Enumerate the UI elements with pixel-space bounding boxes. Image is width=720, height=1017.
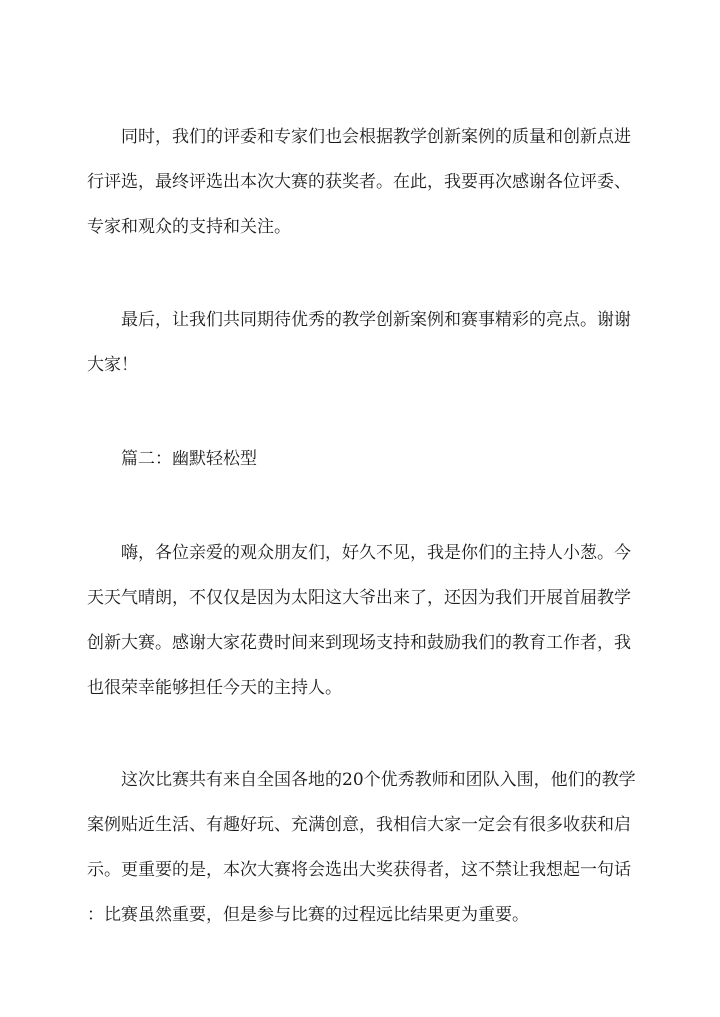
paragraph-judging xyxy=(87,115,635,250)
section-heading xyxy=(87,437,635,482)
text-line: 也很荣幸能够担任今天的主持人。 xyxy=(87,678,342,698)
text-line: 创新大赛。感谢大家花费时间来到现场支持和鼓励我们的教育工作者，我 xyxy=(87,633,631,653)
heading-text: 篇二：幽默轻松型 xyxy=(121,449,257,469)
paragraph-closing xyxy=(87,298,635,388)
text-line: 专家和观众的支持和关注。 xyxy=(87,217,291,237)
text-line: 行评选，最终评选出本次大赛的获奖者。在此，我要再次感谢各位评委、 xyxy=(87,172,631,192)
text-line: 天天气晴朗，不仅仅是因为太阳这大爷出来了，还因为我们开展首届教学 xyxy=(87,588,631,608)
paragraph-greeting xyxy=(87,531,635,711)
text-line: 同时，我们的评委和专家们也会根据教学创新案例的质量和创新点进 xyxy=(121,127,631,147)
text-line: 大家！ xyxy=(87,355,138,375)
text-line: ：比赛虽然重要，但是参与比赛的过程远比结果更为重要。 xyxy=(87,905,529,925)
text-line: 案例贴近生活、有趣好玩、充满创意，我相信大家一定会有很多收获和启 xyxy=(87,815,631,835)
text-line: 这次比赛共有来自全国各地的20个优秀教师和团队入围，他们的教学 xyxy=(121,770,636,790)
text-line: 嗨，各位亲爱的观众朋友们，好久不见，我是你们的主持人小葱。今 xyxy=(121,543,631,563)
paragraph-competition xyxy=(87,758,635,938)
text-line: 最后，让我们共同期待优秀的教学创新案例和赛事精彩的亮点。谢谢 xyxy=(121,310,631,330)
text-line: 示。更重要的是，本次大赛将会选出大奖获得者，这不禁让我想起一句话 xyxy=(87,860,631,880)
